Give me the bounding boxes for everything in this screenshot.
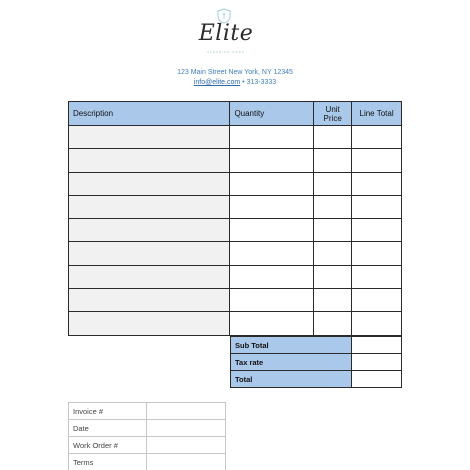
terms-label: Terms — [69, 454, 147, 470]
invoice-number-row — [69, 403, 226, 420]
sub-total-row — [231, 337, 402, 354]
logo-text: Elite — [198, 21, 254, 46]
cell-description[interactable] — [69, 312, 230, 335]
cell-line-total[interactable] — [352, 149, 402, 172]
header-line-total: Line Total — [352, 102, 402, 126]
cell-quantity[interactable] — [230, 265, 314, 288]
sub-total-label: Sub Total — [231, 337, 352, 354]
cell-quantity[interactable] — [230, 242, 314, 265]
invoice-info-table — [68, 402, 226, 470]
cell-quantity[interactable] — [230, 289, 314, 312]
tax-rate-value[interactable] — [352, 354, 402, 371]
sub-total-value[interactable] — [352, 337, 402, 354]
table-row — [69, 219, 402, 242]
table-row — [69, 172, 402, 195]
header-quantity: Quantity — [230, 102, 314, 126]
cell-description[interactable] — [69, 195, 230, 218]
cell-description[interactable] — [69, 265, 230, 288]
cell-unit-price[interactable] — [314, 172, 352, 195]
table-header-row — [69, 102, 402, 126]
header-unit-price-line1: Unit — [325, 104, 340, 114]
tax-rate-label: Tax rate — [231, 354, 352, 371]
phone-number: 313-3333 — [246, 79, 277, 86]
logo-tagline: CLEANING CORP — [207, 50, 245, 54]
cell-line-total[interactable] — [352, 126, 402, 149]
terms-value[interactable] — [146, 454, 225, 470]
cell-line-total[interactable] — [352, 289, 402, 312]
invoice-number-label: Invoice # — [69, 403, 147, 420]
cell-unit-price[interactable] — [314, 149, 352, 172]
cell-line-total[interactable] — [352, 312, 402, 335]
cell-unit-price[interactable] — [314, 126, 352, 149]
cell-description[interactable] — [69, 149, 230, 172]
company-contact — [0, 78, 470, 87]
cell-quantity[interactable] — [230, 219, 314, 242]
contact-separator: • — [240, 79, 247, 86]
header-unit-price-line2: Price — [323, 113, 342, 123]
work-order-value[interactable] — [146, 437, 225, 454]
work-order-label: Work Order # — [69, 437, 147, 454]
table-row — [69, 126, 402, 149]
cell-unit-price[interactable] — [314, 219, 352, 242]
header-unit-price — [314, 102, 352, 126]
cell-unit-price[interactable] — [314, 195, 352, 218]
work-order-row — [69, 437, 226, 454]
cell-unit-price[interactable] — [314, 242, 352, 265]
email-link[interactable]: info@elite.com — [193, 79, 241, 86]
header-description: Description — [69, 102, 230, 126]
table-row — [69, 242, 402, 265]
cell-line-total[interactable] — [352, 219, 402, 242]
cell-line-total[interactable] — [352, 172, 402, 195]
cell-description[interactable] — [69, 126, 230, 149]
cell-description[interactable] — [69, 172, 230, 195]
cell-quantity[interactable] — [230, 312, 314, 335]
cell-description[interactable] — [69, 289, 230, 312]
cell-description[interactable] — [69, 219, 230, 242]
totals-table — [230, 336, 402, 388]
cell-description[interactable] — [69, 242, 230, 265]
cell-quantity[interactable] — [230, 172, 314, 195]
invoice-number-value[interactable] — [146, 403, 225, 420]
cell-quantity[interactable] — [230, 126, 314, 149]
tax-rate-row — [231, 354, 402, 371]
date-label: Date — [69, 420, 147, 437]
total-label: Total — [231, 371, 352, 388]
cell-quantity[interactable] — [230, 149, 314, 172]
table-row — [69, 289, 402, 312]
table-row — [69, 312, 402, 335]
table-row — [69, 265, 402, 288]
cell-line-total[interactable] — [352, 195, 402, 218]
date-value[interactable] — [146, 420, 225, 437]
cell-line-total[interactable] — [352, 242, 402, 265]
total-value[interactable] — [352, 371, 402, 388]
cell-unit-price[interactable] — [314, 289, 352, 312]
total-row — [231, 371, 402, 388]
line-items-table — [68, 101, 402, 336]
terms-row — [69, 454, 226, 470]
cell-unit-price[interactable] — [314, 265, 352, 288]
cell-line-total[interactable] — [352, 265, 402, 288]
table-row — [69, 149, 402, 172]
date-row — [69, 420, 226, 437]
cell-quantity[interactable] — [230, 195, 314, 218]
table-row — [69, 195, 402, 218]
cell-unit-price[interactable] — [314, 312, 352, 335]
company-address: 123 Main Street New York, NY 12345 — [177, 69, 293, 76]
